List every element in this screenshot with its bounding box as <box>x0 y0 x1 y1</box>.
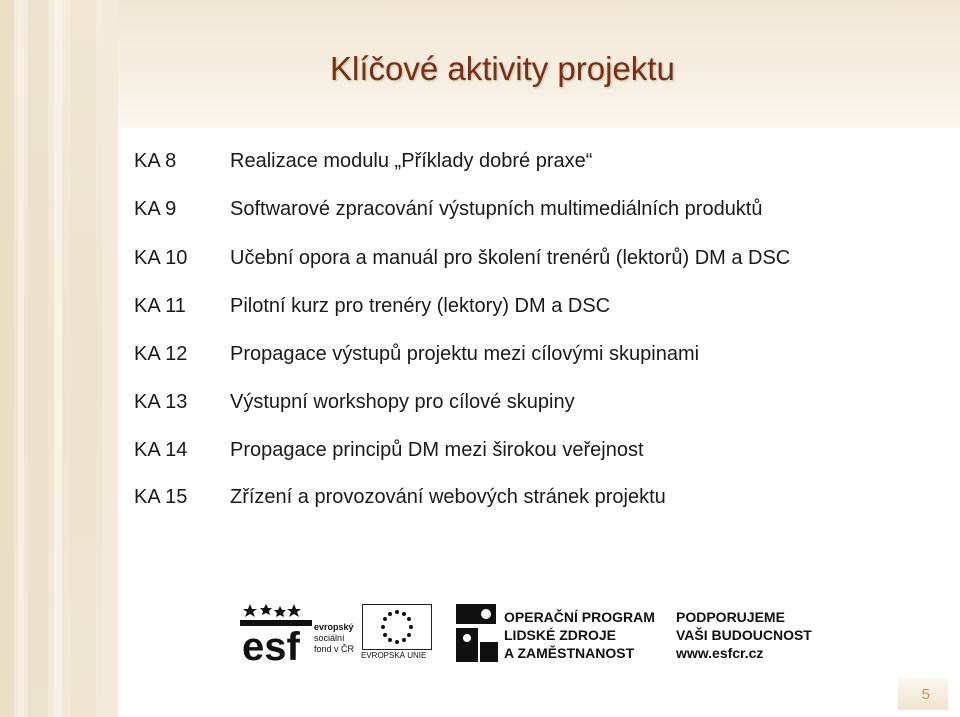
support-caption-line: VAŠI BUDOUCNOST <box>676 627 812 643</box>
svg-text:esf: esf <box>242 625 300 664</box>
op-caption-line: OPERAČNÍ PROGRAM <box>504 609 655 625</box>
activity-code: KA 13 <box>134 391 188 413</box>
activity-text: Softwarové zpracování výstupních multimediálních produktů <box>230 198 763 220</box>
op-caption-line: LIDSKÉ ZDROJE <box>504 627 617 643</box>
activity-text: Učební opora a manuál pro školení trenérů (lektorů) DM a DSC <box>230 247 791 269</box>
eu-logo <box>362 604 432 660</box>
activity-text: Pilotní kurz pro trenéry (lektory) DM a DSC <box>230 295 611 317</box>
esf-caption-line: fond v ČR <box>314 644 355 654</box>
activity-code: KA 12 <box>134 343 188 365</box>
slide-title: Klíčové aktivity projektu <box>330 50 675 87</box>
esf-caption <box>314 622 354 655</box>
esf-caption-line: evropský <box>314 622 354 632</box>
esf-logo-icon <box>240 602 312 664</box>
op-caption <box>504 608 655 662</box>
support-caption-line: PODPORUJEME <box>676 609 785 625</box>
decorative-side-panel <box>0 0 118 717</box>
activity-code: KA 15 <box>134 486 188 508</box>
activity-code: KA 8 <box>134 150 177 172</box>
page-number: 5 <box>921 686 930 703</box>
activity-text: Propagace principů DM mezi širokou veřejnost <box>230 439 644 461</box>
op-lidske-zdroje-logo-icon <box>456 604 500 664</box>
decorative-stripes <box>0 0 118 717</box>
activity-text: Výstupní workshopy pro cílové skupiny <box>230 391 575 413</box>
sponsor-logos <box>240 600 830 670</box>
page-number-box <box>898 678 948 710</box>
support-caption <box>676 608 812 662</box>
eu-flag-icon <box>362 604 432 650</box>
support-url: www.esfcr.cz <box>676 645 764 661</box>
activity-text: Propagace výstupů projektu mezi cílovými skupinami <box>230 343 700 365</box>
activity-code: KA 10 <box>134 247 188 269</box>
esf-caption-line: sociální <box>314 633 345 643</box>
activity-text: Realizace modulu „Příklady dobré praxe“ <box>230 150 593 172</box>
activity-code: KA 14 <box>134 439 188 461</box>
activity-text: Zřízení a provozování webových stránek projektu <box>230 486 666 508</box>
op-caption-line: A ZAMĚSTNANOST <box>504 645 635 661</box>
eu-caption: EVROPSKÁ UNIE <box>361 651 427 660</box>
activity-code: KA 9 <box>134 198 177 220</box>
activity-code: KA 11 <box>134 295 186 317</box>
